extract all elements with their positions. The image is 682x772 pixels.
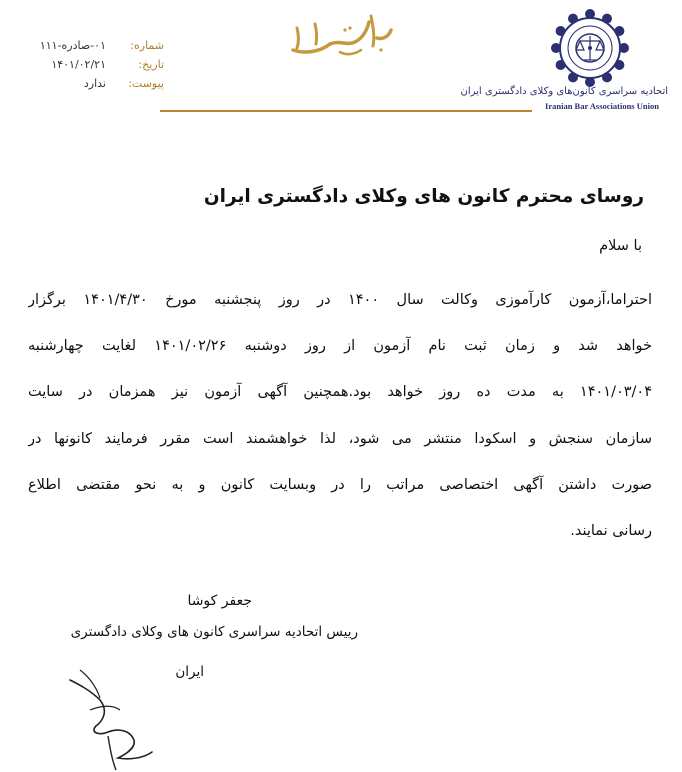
besmeh-taali-calligraphy: [285, 10, 395, 62]
meta-number-label: شماره:: [130, 39, 164, 52]
body-line: ۱۴۰۱/۰۳/۰۴ به مدت ده روز خواهد بود.همچنین آگهی آزمون نیز همزمان در سایت: [28, 384, 652, 401]
header-divider: [160, 110, 532, 112]
body-line: سازمان سنجش و اسکودا منتشر می شود، لذا خواهشمند است مقرر فرمایند کانونها در: [28, 430, 652, 447]
greeting: با سلام: [599, 238, 642, 254]
meta-attachment-value: ندارد: [83, 77, 106, 90]
body-line: صورت داشتن آگهی اختصاصی مراتب را در وبسایت کانون و به نحو مقتضی اطلاع: [28, 476, 652, 493]
meta-date-label: تاریخ:: [138, 58, 164, 71]
meta-date-row: [14, 55, 164, 74]
union-name-english: Iranian Bar Associations Union: [545, 101, 659, 111]
letter-body: [28, 290, 652, 567]
union-name-persian: اتحادیه سراسری کانون‌های وکلای دادگستری ایران: [460, 86, 668, 97]
handwritten-signature: [60, 640, 200, 772]
body-line: خواهد شد و زمان ثبت نام آزمون از روز دوشنبه ۱۴۰۱/۰۲/۲۶ لغایت چهارشنبه: [28, 338, 652, 355]
signer-title: رییس اتحادیه سراسری کانون های وکلای دادگستری: [70, 624, 358, 640]
meta-number-value: ۰۱-صادره-۱۱۱: [39, 39, 106, 52]
signer-name: جعفر کوشا: [187, 593, 252, 609]
meta-attachment-row: [14, 74, 164, 93]
signer-country: ایران: [175, 664, 204, 680]
meta-number-row: [14, 36, 164, 55]
bar-union-emblem-logo: [538, 8, 642, 88]
letter-meta: [14, 36, 164, 93]
recipient-heading: روسای محترم کانون های وکلای دادگستری ایران: [203, 186, 644, 207]
body-line: احتراما،آزمون کارآموزی وکالت سال ۱۴۰۰ در روز پنجشنبه مورخ ۱۴۰۱/۴/۳۰ برگزار: [28, 292, 652, 308]
meta-date-value: ۱۴۰۱/۰۲/۲۱: [51, 58, 106, 71]
body-line: رسانی نمایند.: [570, 522, 652, 539]
meta-attachment-label: پیوست:: [128, 77, 164, 90]
